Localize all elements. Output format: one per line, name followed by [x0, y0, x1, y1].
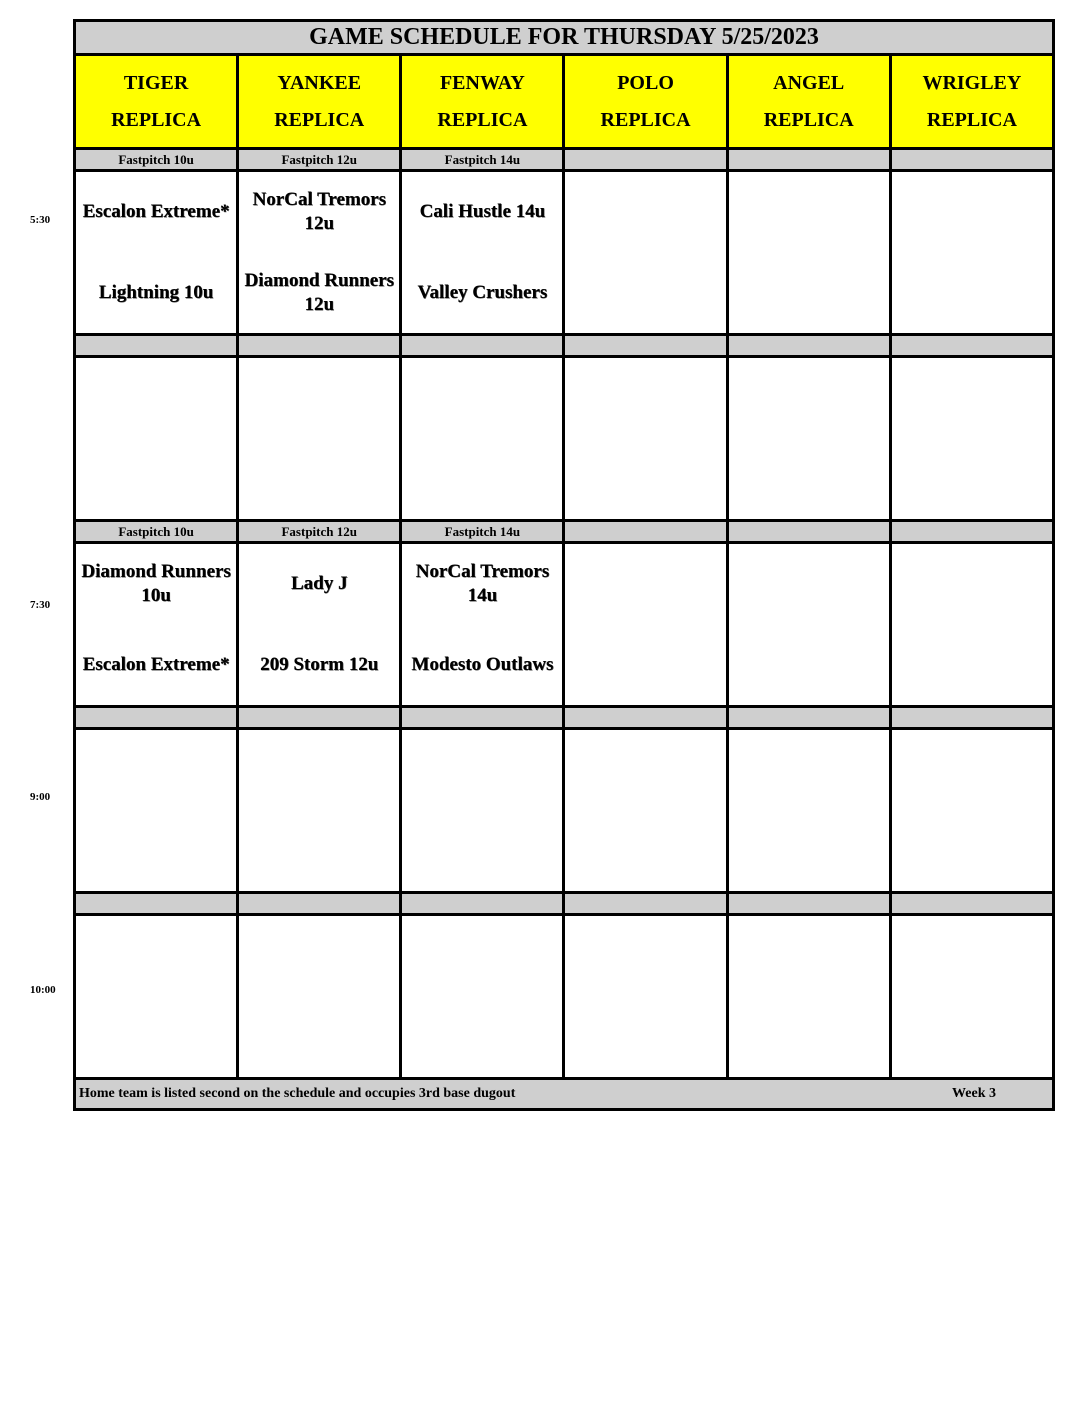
home-team	[729, 997, 889, 1078]
home-team	[76, 439, 236, 520]
division-label	[75, 707, 238, 729]
away-team	[565, 544, 725, 625]
division-label: Fastpitch 12u	[238, 521, 401, 543]
division-label	[727, 707, 890, 729]
division-label	[238, 707, 401, 729]
game-cell	[727, 729, 890, 893]
away-team: NorCal Tremors 14u	[415, 561, 550, 607]
game-cell	[564, 543, 727, 707]
game-cell	[564, 729, 727, 893]
division-label	[890, 893, 1053, 915]
away-team	[239, 358, 399, 439]
division-label	[75, 335, 238, 357]
away-team	[729, 172, 889, 253]
game-cell	[890, 171, 1053, 335]
away-team	[729, 730, 889, 811]
home-team	[239, 997, 399, 1078]
title-row	[75, 21, 1054, 55]
field-name: POLO	[617, 71, 674, 94]
division-label: Fastpitch 14u	[401, 149, 564, 171]
division-label	[890, 149, 1053, 171]
away-team	[729, 916, 889, 997]
home-team	[892, 253, 1052, 334]
home-team	[565, 811, 725, 892]
game-cell	[401, 357, 564, 521]
game-cell	[564, 357, 727, 521]
game-cell	[727, 915, 890, 1079]
division-row	[75, 335, 1054, 357]
division-label	[564, 707, 727, 729]
game-cell	[727, 543, 890, 707]
home-team	[239, 811, 399, 892]
home-team	[565, 253, 725, 334]
home-team	[565, 439, 725, 520]
away-team	[892, 358, 1052, 439]
away-team: NorCal Tremors 12u	[252, 189, 386, 235]
division-label	[238, 335, 401, 357]
game-row	[75, 543, 1054, 707]
game-cell	[564, 171, 727, 335]
away-team	[402, 730, 562, 811]
field-type: REPLICA	[926, 108, 1017, 131]
game-cell	[401, 171, 564, 335]
footer-cell	[75, 1079, 1054, 1110]
home-team	[892, 997, 1052, 1078]
game-cell	[238, 543, 401, 707]
division-label	[727, 521, 890, 543]
schedule-table	[73, 19, 1055, 1111]
away-team	[729, 358, 889, 439]
game-cell	[238, 171, 401, 335]
division-label	[890, 521, 1053, 543]
division-label	[727, 893, 890, 915]
time-label: 9:00	[30, 791, 51, 803]
field-header-angel	[727, 55, 890, 149]
game-cell	[727, 357, 890, 521]
field-type: REPLICA	[274, 108, 365, 131]
game-cell	[238, 729, 401, 893]
game-cell	[890, 357, 1053, 521]
home-team	[729, 253, 889, 334]
division-label	[75, 893, 238, 915]
footer-row	[75, 1079, 1054, 1110]
division-label	[564, 893, 727, 915]
week-label: Week 3	[952, 1086, 996, 1101]
game-cell	[75, 729, 238, 893]
away-team	[76, 358, 236, 439]
division-label	[401, 893, 564, 915]
field-type: REPLICA	[763, 108, 854, 131]
division-row	[75, 707, 1054, 729]
division-label	[727, 149, 890, 171]
home-team	[892, 625, 1052, 706]
field-name: WRIGLEY	[922, 71, 1022, 94]
away-team	[239, 730, 399, 811]
away-team	[892, 916, 1052, 997]
division-label	[890, 335, 1053, 357]
game-cell	[75, 171, 238, 335]
away-team	[76, 916, 236, 997]
division-label: Fastpitch 12u	[238, 149, 401, 171]
field-type: REPLICA	[600, 108, 691, 131]
division-label	[564, 521, 727, 543]
field-name: TIGER	[123, 71, 189, 94]
home-team	[565, 625, 725, 706]
page-title: GAME SCHEDULE FOR THURSDAY 5/25/2023	[75, 21, 1054, 55]
field-name: ANGEL	[773, 71, 845, 94]
away-team	[76, 730, 236, 811]
game-cell	[401, 543, 564, 707]
game-cell	[564, 915, 727, 1079]
game-cell	[75, 357, 238, 521]
division-row	[75, 893, 1054, 915]
division-row	[75, 521, 1054, 543]
home-team	[729, 439, 889, 520]
game-cell	[238, 915, 401, 1079]
away-team	[239, 916, 399, 997]
game-row	[75, 915, 1054, 1079]
home-team	[76, 997, 236, 1078]
home-team	[239, 439, 399, 520]
field-type: REPLICA	[437, 108, 528, 131]
field-type: REPLICA	[111, 108, 202, 131]
time-label: 10:00	[30, 984, 56, 996]
home-team	[565, 997, 725, 1078]
game-row	[75, 171, 1054, 335]
home-team	[729, 811, 889, 892]
home-team: Modesto Outlaws	[411, 653, 554, 675]
footer-note: Home team is listed second on the schedule and occupies 3rd base dugout	[79, 1086, 516, 1101]
field-header-fenway	[401, 55, 564, 149]
home-team	[402, 439, 562, 520]
division-label	[564, 335, 727, 357]
away-team: Diamond Runners 10u	[81, 561, 231, 607]
game-cell	[727, 171, 890, 335]
field-header-yankee	[238, 55, 401, 149]
division-label: Fastpitch 10u	[75, 149, 238, 171]
away-team	[565, 730, 725, 811]
division-row	[75, 149, 1054, 171]
away-team	[892, 172, 1052, 253]
away-team	[402, 358, 562, 439]
division-label	[401, 335, 564, 357]
game-row	[75, 357, 1054, 521]
game-cell	[401, 915, 564, 1079]
field-header-row	[75, 55, 1054, 149]
game-cell	[75, 543, 238, 707]
away-team	[892, 544, 1052, 625]
time-label: 7:30	[30, 599, 51, 611]
time-column	[0, 0, 72, 1408]
away-team: Cali Hustle 14u	[419, 201, 546, 223]
away-team	[892, 730, 1052, 811]
away-team	[565, 172, 725, 253]
home-team: Valley Crushers	[417, 281, 548, 303]
away-team	[565, 358, 725, 439]
game-cell	[401, 729, 564, 893]
home-team	[402, 997, 562, 1078]
game-cell	[890, 729, 1053, 893]
home-team	[892, 439, 1052, 520]
game-cell	[75, 915, 238, 1079]
field-header-polo	[564, 55, 727, 149]
away-team: Lady J	[290, 573, 348, 595]
game-cell	[890, 915, 1053, 1079]
division-label	[564, 149, 727, 171]
home-team	[892, 811, 1052, 892]
time-label: 5:30	[30, 214, 51, 226]
home-team	[729, 625, 889, 706]
game-cell	[238, 357, 401, 521]
away-team	[729, 544, 889, 625]
division-label	[401, 707, 564, 729]
away-team	[402, 916, 562, 997]
division-label	[890, 707, 1053, 729]
home-team: Lightning 10u	[98, 281, 214, 303]
home-team: Diamond Runners 12u	[244, 269, 394, 315]
game-row	[75, 729, 1054, 893]
home-team: Escalon Extreme*	[82, 653, 230, 675]
field-header-wrigley	[890, 55, 1053, 149]
division-label: Fastpitch 10u	[75, 521, 238, 543]
field-name: FENWAY	[439, 71, 525, 94]
away-team	[565, 916, 725, 997]
division-label	[238, 893, 401, 915]
field-header-tiger	[75, 55, 238, 149]
division-label	[727, 335, 890, 357]
home-team	[76, 811, 236, 892]
game-cell	[890, 543, 1053, 707]
home-team	[402, 811, 562, 892]
division-label: Fastpitch 14u	[401, 521, 564, 543]
field-name: YANKEE	[277, 71, 362, 94]
away-team: Escalon Extreme*	[82, 201, 230, 223]
home-team: 209 Storm 12u	[260, 653, 379, 675]
